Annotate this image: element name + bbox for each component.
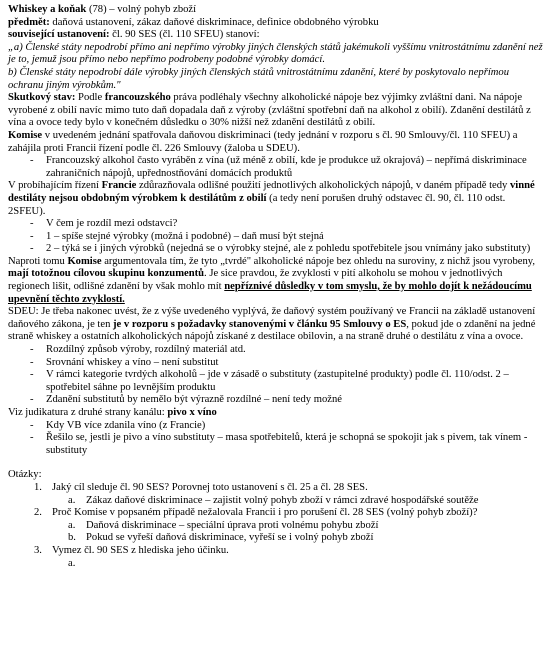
dash-marker: - [30,230,34,242]
komise-dash-text: Francouzský alkohol často vyráběn z vína (už méně z obilí, kde je produkce už okrajová) – nepřímá diskriminace zahraničních nápojů, upřednostňování domácích produktů [46,155,527,179]
question-number: 1. [34,481,42,493]
answer-item [68,495,543,508]
predmet-text: daňová ustanovení, zákaz daňové diskriminace, definice obdobného výrobku [49,16,379,28]
sdeu-dash-text: Srovnání whiskey a víno – není substitut [46,356,219,368]
naproti-text-3: . Je sice pravdou, že zvyklosti v pití alkoholu se mohou v jednotlivých regionech lišit, odlišné zdanění by však mohlo mít [8,268,503,293]
francie-bold-2: vinné destiláty nejsou obdobným výrobkem k destilátům z obilí [8,180,535,204]
skutkovy-text-2: práva podléhaly všechny alkoholické nápoje bez výjimky zvláštní dani. Na nápoje vyrobené z obilí navíc mimo tuto daň dopadala daň z výroby (zvláštní spotřební daň na alkohol z obilí). Zdanění destilátů z vína a ovoce tedy bylo v konečném důsledku o 30% nižší než zdanění destilátů z obilí. [8,92,531,129]
answer-letter: b. [68,532,76,544]
question-text: Jaký cíl sleduje čl. 90 SES? Porovnej toto ustanovení s čl. 25 a čl. 28 SES. [52,481,368,493]
answer-text: Pokud se vyřeší daňová diskriminace, vyřeší se i volný pohyb zboží [86,532,374,544]
sdeu-text-1: SDEU: Je třeba nakonec uvést, že z výše uvedeného vyplývá, že daňový systém používaný ve Francii na základě ustanovení daňového zákona, je ten [8,306,536,330]
naproti-paragraph [8,256,543,306]
dash-marker: - [30,419,34,431]
question-number: 2. [34,507,42,519]
answer-letter: a. [68,494,76,506]
question-item [34,545,543,558]
rozdil-dash-item [30,218,543,231]
answer-text: Daňová diskriminace – speciální úprava proti volnému pohybu zboží [86,519,379,531]
sdeu-text-2: , pokud jde o zdanění na jedné straně whiskey a ostatních alkoholických nápojů získané z destilace obilovin, a na straně druhé o destilátu z vína a ovoce. [8,318,536,343]
viz-dash-item [30,432,543,457]
sdeu-dash-text: Zdanění substitutů by nemělo být výrazně rozdílné – není tedy možné [46,394,342,406]
skutkovy-stav-paragraph [8,92,543,130]
viz-paragraph [8,407,543,420]
sdeu-dash-text: Rozdílný způsob výroby, rozdílný materiál atd. [46,344,246,356]
viz-dash-item [30,420,543,433]
dash-marker: - [30,155,34,167]
dash-marker: - [30,432,34,444]
souvisejici-text: čl. 90 SES (čl. 110 SFEU) stanoví: [109,29,260,41]
predmet-label: předmět: [8,16,50,28]
predmet-line [8,17,543,30]
francie-text-3: (a tedy není porušen druhý odstavec čl. 90, čl. 110 odst. 2SFEU). [8,192,506,217]
heading-line [8,4,543,17]
dash-marker: - [30,344,34,356]
dash-marker: - [30,369,34,381]
question-number: 3. [34,544,42,556]
dash-marker: - [30,356,34,368]
dash-marker: - [30,218,34,230]
answer-letter: a. [68,557,76,569]
sdeu-paragraph [8,306,543,344]
viz-text: Viz judikatura z druhé strany kanálu: [8,407,168,418]
sdeu-dash-item [30,369,543,394]
quote-b: b) Členské státy nepodrobí dále výrobky jiných členských států vnitrostátnímu zdanění, které by poskytovalo nepřímou ochranu jiným výrobkům." [8,66,510,91]
spacer [8,457,543,469]
francie-text-2: zdůrazňovala odlišné použití jednotlivých alkoholických nápojů, v daném případě tedy [136,180,510,192]
rozdil-dash-text: V čem je rozdíl mezi odstavci? [46,218,178,230]
answer-item [68,558,543,571]
question-text: Proč Komise v popsaném případě nežalovala Francii i pro porušení čl. 28 SES (volný pohyb zboží)? [52,507,478,519]
komise-dash-item [30,155,543,180]
komise-text: v uvedeném jednání spatřovala daňovou diskriminaci (tedy jednání v rozporu s čl. 90 Smlouvy/čl. 110 SFEU) a zahájila proti Francii řízení podle čl. 226 Smlouvy (žaloba u SDEU). [8,129,518,154]
sdeu-bold-1: je v rozporu s požadavky stanovenými v článku 95 Smlouvy o ES [113,318,407,330]
komise-bold: Komise [8,129,43,141]
sdeu-dash-item [30,394,543,407]
viz-dash-text: Kdy VB více zdanila víno (z Francie) [46,419,206,431]
answer-text [86,558,543,571]
dash-marker: - [30,394,34,406]
dash-marker: - [30,243,34,255]
answer-item [68,520,543,533]
case-number: (78) [86,4,107,15]
naproti-text-2: argumentovala tím, že tyto „tvrdé" alkoholické nápoje bez ohledu na suroviny, z nichž jsou vyrobeny, [101,255,536,267]
viz-bold: pivo x víno [167,407,217,418]
naproti-text-1: Naproti tomu [8,255,68,267]
rozdil-1-text: 1 – spíše stejné výrobky (možná i podobné) – daň musí být stejná [46,230,324,242]
rozdil-2-text: 2 – týká se i jiných výrobků (nejedná se o výrobky stejné, ale z pohledu spotřebitele jsou vnímány jako substituty) [46,243,531,255]
skutkovy-label: Skutkový stav: [8,92,76,104]
question-text: Vymez čl. 90 SES z hlediska jeho účinku. [52,544,229,556]
answer-item [68,532,543,545]
skutkovy-bold-1: francouzského [104,92,171,104]
viz-dash-text: Řešilo se, jestli je pivo a víno substituty – masa spotřebitelů, která je schopná se spokojit jak s pivem, tak vínem - substituty [46,432,528,456]
answer-letter: a. [68,519,76,531]
francie-bold-1: Francie [101,180,137,192]
quote-a: „a) Členské státy nepodrobí přímo ani nepřímo výrobky jiných členských států jakémukoli vyššímu vnitrostátnímu zdanění než je to, jemuž jsou přímo nebo nepřímo podrobeny podobné výrobky domácí. [8,41,543,66]
case-topic: – volný pohyb zboží [106,4,197,15]
sdeu-dash-item [30,357,543,370]
naproti-bold-2: mají totožnou cílovou skupinu konzumentů [8,268,205,280]
question-item [34,482,543,495]
naproti-bold-1: Komise [67,255,102,267]
sdeu-dash-text: V rámci kategorie tvrdých alkoholů – jde v zásadě o substituty (zastupitelné produkty) podle čl. 110/odst. 2 – spotřebitel sáhne po levnějším produktu [46,369,509,393]
case-title: Whiskey a koňak [8,4,87,15]
souvisejici-line [8,29,543,42]
francie-paragraph [8,180,543,218]
francie-text-1: V probíhajícím řízení [8,180,102,192]
komise-paragraph [8,130,543,155]
souvisejici-label: související ustanovení: [8,29,110,41]
naproti-underlined: nepříznivé důsledky v tom smyslu, že by mohlo dojít k nežádoucímu upevnění těchto zvyklostí. [8,281,532,305]
otazky-heading: Otázky: [8,469,42,481]
rozdil-1-item [30,231,543,244]
question-item [34,507,543,520]
sdeu-dash-item [30,344,543,357]
rozdil-2-item [30,243,543,256]
skutkovy-text-1: Podle [75,92,105,104]
answer-text: Zákaz daňové diskriminace – zajistit volný pohyb zboží v rámci zdravé hospodářské soutěže [86,494,479,506]
